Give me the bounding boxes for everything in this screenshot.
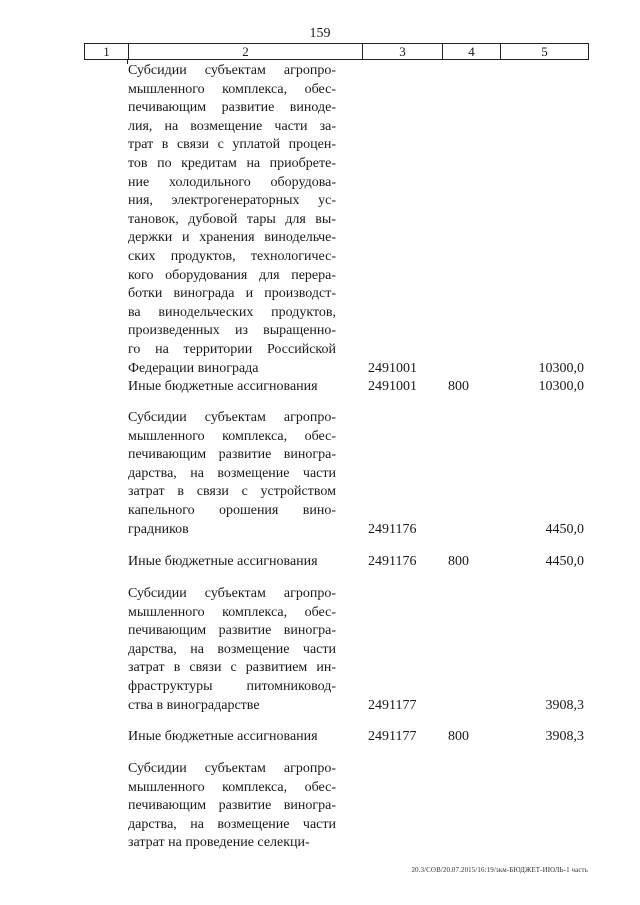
allocation-row — [128, 378, 598, 397]
description-line: лия, на возмещение части за- — [128, 118, 336, 134]
target-code: 2491001 — [368, 360, 417, 376]
target-code: 2491001 — [368, 379, 417, 394]
row-description — [128, 409, 336, 539]
description-line: Субсидии субъектам агропро- — [128, 63, 336, 78]
description-line: мышленного комплекса, обес- — [128, 779, 336, 795]
description-line: ния, электрогенераторных ус- — [128, 193, 336, 209]
row-description — [128, 553, 336, 572]
subsidy-row — [128, 585, 598, 715]
description-line: затрат в связи с устройством — [128, 484, 336, 500]
row-description — [128, 378, 336, 397]
description-line: ботки винограда и производст- — [128, 286, 336, 302]
row-description — [128, 585, 336, 715]
row-description — [128, 62, 336, 378]
description-line: Иные бюджетные ассигнования — [128, 729, 318, 744]
expense-type: 800 — [448, 554, 469, 569]
amount: 4450,0 — [545, 554, 584, 569]
description-line: печивающим развитие виноде- — [128, 100, 336, 116]
description-line: затрат в связи с развитием ин- — [128, 660, 336, 676]
subsidy-row — [128, 62, 598, 378]
description-line: фраструктуры питомниковод- — [128, 678, 336, 694]
description-line: печивающим развитие виногра- — [128, 447, 336, 463]
description-line: печивающим развитие виногра- — [128, 798, 336, 814]
description-line: капельного орошения вино- — [128, 502, 336, 518]
document-footer: 20.3/СОВ/20.07.2015/16:19/зкм-БЮДЖЕТ-ИЮЛЬ-1 часть — [411, 866, 588, 874]
description-line: Субсидии субъектам агропро- — [128, 410, 336, 425]
description-line: Субсидии субъектам агропро- — [128, 586, 336, 601]
description-line: Федерации винограда — [128, 360, 259, 376]
page-number: 159 — [309, 26, 331, 41]
amount: 10300,0 — [538, 360, 584, 376]
description-line: кого оборудования для перера- — [128, 267, 336, 283]
allocation-row — [128, 553, 598, 572]
row-description — [128, 728, 336, 747]
description-line: произведенных из выращенно- — [128, 323, 336, 339]
expense-type: 800 — [448, 729, 469, 744]
expense-type: 800 — [448, 379, 469, 394]
description-line: тановок, дубовой тары для вы- — [128, 211, 336, 227]
amount: 3908,3 — [545, 697, 584, 713]
amount: 3908,3 — [545, 729, 584, 744]
description-line: мышленного комплекса, обес- — [128, 428, 336, 444]
column-header-row — [84, 43, 589, 60]
description-line: ства в виноградарстве — [128, 697, 260, 713]
allocation-row — [128, 728, 598, 747]
description-line: Субсидии субъектам агропро- — [128, 761, 336, 776]
description-line: ние холодильного оборудова- — [128, 174, 336, 190]
target-code: 2491177 — [368, 729, 417, 744]
subsidy-row — [128, 760, 598, 853]
column-header-5: 5 — [541, 44, 548, 59]
target-code: 2491177 — [368, 697, 417, 713]
description-line: мышленного комплекса, обес- — [128, 81, 336, 97]
description-line: тов по кредитам на приобрете- — [128, 155, 336, 171]
description-line: дарства, на возмещение части — [128, 465, 336, 481]
amount: 10300,0 — [538, 379, 584, 394]
target-code: 2491176 — [368, 554, 417, 569]
description-line: ва винодельческих продуктов, — [128, 304, 336, 320]
description-line: печивающим развитие виногра- — [128, 623, 336, 639]
target-code: 2491176 — [368, 521, 417, 537]
description-line: мышленного комплекса, обес- — [128, 604, 336, 620]
description-line: го на территории Российской — [128, 341, 336, 357]
description-line: затрат на проведение селекци- — [128, 835, 310, 851]
description-line: ских продуктов, технологичес- — [128, 248, 336, 264]
description-line: градников — [128, 521, 189, 537]
description-line: Иные бюджетные ассигнования — [128, 554, 318, 569]
column-header-1: 1 — [85, 44, 129, 59]
column-header-2: 2 — [129, 44, 363, 59]
subsidy-row — [128, 409, 598, 539]
description-line: трат в связи с уплатой процен- — [128, 137, 336, 153]
amount: 4450,0 — [545, 521, 584, 537]
description-line: держки и хранения винодельче- — [128, 230, 336, 246]
description-line: дарства, на возмещение части — [128, 641, 336, 657]
description-line: Иные бюджетные ассигнования — [128, 379, 318, 394]
row-description — [128, 760, 336, 853]
column-header-3: 3 — [363, 44, 443, 59]
column-header-4: 4 — [443, 44, 501, 59]
description-line: дарства, на возмещение части — [128, 816, 336, 832]
